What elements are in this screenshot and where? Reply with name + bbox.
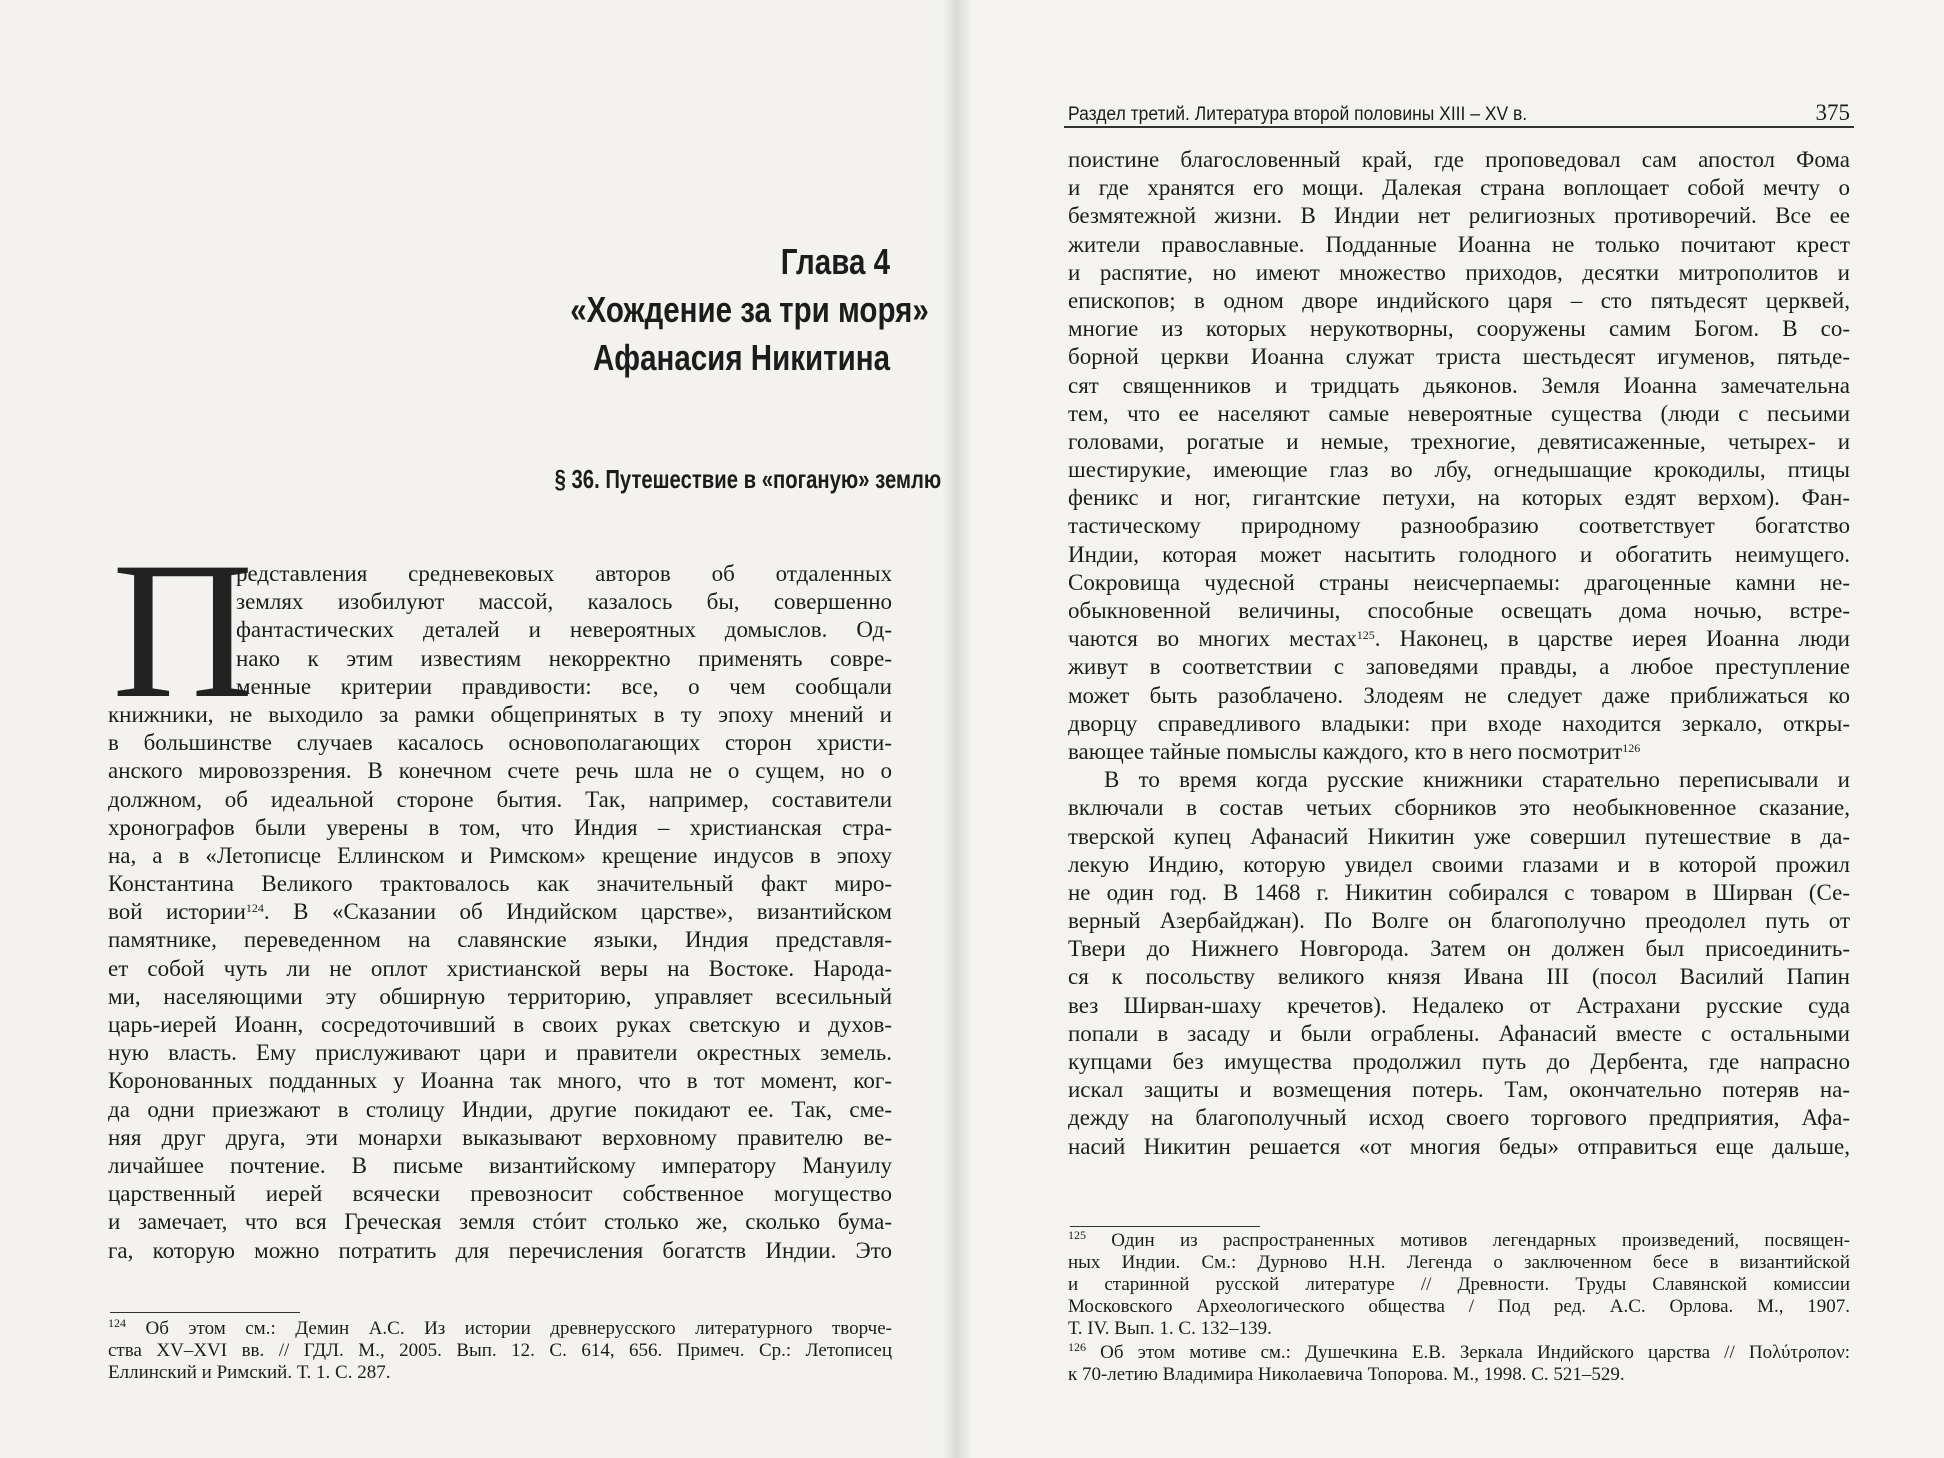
footnote-ref-124: 124 <box>245 901 264 916</box>
footnote-text: Один из распространенных мотивов легендарных произведений, посвящен- <box>1086 1230 1850 1251</box>
text-line: верный Азербайджан). По Волге он благополучно преодолел путь от <box>1068 908 1850 934</box>
text-line: многие из которых нерукотворны, сооружены самим Богом. В со- <box>1068 316 1850 342</box>
text-line: менные критерии правдивости: все, о чем сообщали <box>236 673 892 699</box>
text-line: и замечает, что вся Греческая земля стóит столько же, сколько бума- <box>108 1209 892 1235</box>
text-line: и где хранятся его мощи. Далекая страна воплощает собой мечту о <box>1068 175 1850 201</box>
text-line: Коронованных подданных у Иоанна так много, что в тот момент, ког- <box>108 1068 892 1094</box>
text-line: памятнике, переведенном на славянские языки, Индия представля- <box>108 927 892 953</box>
text-line: да одни приезжают в столицу Индии, другие покидают ее. Так, сме- <box>108 1096 892 1122</box>
footnote-number: 125 <box>1068 1228 1086 1242</box>
footnote-number: 124 <box>108 1316 126 1330</box>
text-segment: вающее тайные помыслы каждого, кто в него посмотрит <box>1068 738 1623 764</box>
text-line: на, а в «Летописце Еллинском и Римском» крещение индусов в эпоху <box>108 842 892 868</box>
text-line: царь-иерей Иоанн, сосредоточивший в своих руках светскую и духов- <box>108 1012 892 1037</box>
right-body-text <box>1068 146 1850 1161</box>
footnote-line: Московского Археологического общества / Под ред. А.С. Орлова. М., 1907. <box>1068 1296 1850 1317</box>
footnote-text: Об этом см.: Демин А.С. Из истории древнерусского литературного творче- <box>126 1318 892 1339</box>
text-line: искал защиты и возмещения потерь. Там, окончательно потеряв на- <box>1068 1077 1850 1103</box>
text-line: купцами без имущества продолжил путь до Дербента, где напрасно <box>1068 1049 1850 1074</box>
text-line: феникс и ног, гигантские петухи, на которых ездят верхом). Фан- <box>1068 485 1850 511</box>
chapter-title-line-1: «Хождение за три моря» <box>570 289 929 330</box>
text-segment: . В «Сказании об Индийском царстве», византийском <box>263 899 892 925</box>
chapter-heading <box>500 238 929 382</box>
text-line: хронографов были уверены в том, что Индия – христианская стра- <box>108 814 892 840</box>
text-line: сят священников и тридцать дьяконов. Земля Иоанна замечательна <box>1068 372 1850 398</box>
footnote-line: ных Индии. См.: Дурново Н.Н. Легенда о заключенном бесе в византийской <box>1068 1252 1850 1273</box>
text-line: и распятие, но имеют множество приходов, десятки митрополитов и <box>1068 259 1850 285</box>
book-gutter <box>942 0 972 1458</box>
text-line: ми, населяющими эту обширную территорию, управляет всесильный <box>108 983 892 1009</box>
text-line: дворцу справедливого владыки: при входе находится зеркало, откры- <box>1068 710 1850 736</box>
footnote-rule <box>110 1312 300 1313</box>
footnote-line <box>1068 1342 1850 1364</box>
footnote-ref-126: 126 <box>1622 740 1641 755</box>
footnote-line: ства XV–XVI вв. // ГДЛ. М., 2005. Вып. 12. С. 614, 656. Примеч. Ср.: Летописец <box>108 1340 892 1361</box>
text-line: жители православные. Подданные Иоанна не только почитают крест <box>1068 231 1850 257</box>
chapter-label: Глава 4 <box>780 241 890 282</box>
text-line: Константина Великого трактовалось как значительный факт миро- <box>108 871 892 897</box>
footnote-line: и старинной русской литературе // Древности. Труды Славянской комиссии <box>1068 1274 1850 1295</box>
text-line: тверской купец Афанасий Никитин уже совершил путешествие в да- <box>1068 823 1850 849</box>
text-line: ную власть. Ему прислуживают цари и правители окрестных земель. <box>108 1040 892 1066</box>
footnote-line: Т. IV. Вып. 1. С. 132–139. <box>1068 1318 1272 1339</box>
text-line: дежду на благополучный исход своего торгового предприятия, Афа- <box>1068 1105 1850 1131</box>
text-line: фантастических деталей и невероятных домыслов. Од- <box>236 617 892 643</box>
text-line: епископов; в одном дворе индийского царя – сто пятьдесят церквей, <box>1068 287 1850 313</box>
text-line: должном, об идеальной стороне бытия. Так, например, составители <box>108 786 892 812</box>
text-line: царственный иерей всячески превозносит собственное могущество <box>108 1181 892 1207</box>
text-line: включали в состав четьих сборников это необыкновенное сказание, <box>1068 795 1850 821</box>
text-line: анского мировоззрения. В конечном счете речь шла не о сущем, но о <box>108 758 892 784</box>
text-segment: чаются во многих местах <box>1068 626 1357 652</box>
text-line: в большинстве случаев касалось основополагающих сторон христи- <box>108 730 892 756</box>
footnote-number: 126 <box>1068 1340 1086 1354</box>
footnote-line <box>108 1318 892 1340</box>
chapter-title-line-2: Афанасия Никитина <box>592 337 890 378</box>
text-line: насий Никитин решается «от многия беды» отправиться еще дальше, <box>1068 1133 1850 1159</box>
text-line: может быть разоблачено. Злодеям не следует даже приближаться ко <box>1068 682 1850 708</box>
footnote-ref-125: 125 <box>1356 628 1375 643</box>
text-line: лекую Индию, которую увидел своими глазами и в которой прожил <box>1068 851 1850 877</box>
text-line: В то время когда русские книжники старательно переписывали и <box>1104 767 1850 793</box>
footnote-line: Еллинский и Римский. Т. 1. С. 287. <box>108 1362 391 1383</box>
text-line: ет собой чуть ли не оплот христианской веры на Востоке. Народа- <box>108 955 892 981</box>
text-line: Сокровища чудесной страны неисчерпаемы: драгоценные камни не- <box>1068 569 1850 595</box>
section-title: § 36. Путешествие в «поганую» землю <box>554 464 942 494</box>
text-line: Индии, которая может насытить голодного и обогатить неимущего. <box>1068 541 1850 567</box>
text-line: нако к этим известиям некорректно применять совре- <box>236 645 892 671</box>
text-line: Твери до Нижнего Новгорода. Затем он должен был присоединить- <box>1068 936 1850 962</box>
footnote-126 <box>1068 1342 1850 1386</box>
header-rule <box>1064 126 1854 128</box>
left-body-text <box>108 560 892 1265</box>
text-line: няя друг друга, эти монархи выказывают верховному правителю ве- <box>108 1124 892 1150</box>
text-line: попали в засаду и были ограблены. Афанасий вместе с остальными <box>1068 1020 1850 1046</box>
text-line: не один год. В 1468 г. Никитин собирался с товаром в Ширван (Се- <box>1068 879 1850 905</box>
running-head <box>1068 100 1850 126</box>
text-line: га, которую можно потратить для перечисления богатств Индии. Это <box>108 1237 892 1263</box>
text-segment: вой истории <box>108 899 246 925</box>
text-line: личайшее почтение. В письме византийскому императору Мануилу <box>108 1152 892 1178</box>
text-line: головами, рогатые и немые, трехногие, девятисаженные, четырех- и <box>1068 428 1850 454</box>
footnote-rule <box>1070 1226 1260 1227</box>
text-line: шестирукие, имеющие глаз во лбу, огнедышащие крокодилы, птицы <box>1068 457 1850 483</box>
drop-cap: П <box>112 522 254 739</box>
text-line: вез Ширван-шаху кречетов). Недалеко от Астрахани русские суда <box>1068 992 1850 1018</box>
footnote-124 <box>108 1318 892 1384</box>
page-number: 375 <box>1815 100 1850 125</box>
text-line: тем, что ее населяют самые невероятные существа (люди с песьими <box>1068 400 1850 426</box>
footnote-125 <box>1068 1230 1850 1340</box>
footnote-line <box>1068 1230 1850 1252</box>
text-line: книжники, не выходило за рамки общепринятых в ту эпоху мнений и <box>108 701 892 727</box>
text-segment: . Наконец, в царстве иерея Иоанна люди <box>1374 626 1850 652</box>
text-line: поистине благословенный край, где проповедовал сам апостол Фома <box>1068 147 1850 172</box>
text-line-with-footnote-ref <box>108 898 892 926</box>
text-line: ся к посольству великого князя Ивана III (посол Василий Папин <box>1068 964 1850 990</box>
footnote-line: к 70-летию Владимира Николаевича Топорова. М., 1998. С. 521–529. <box>1068 1364 1625 1385</box>
text-line: борной церкви Иоанна служат триста шестьдесят игуменов, пятьде- <box>1068 344 1850 370</box>
text-line: тастическому природному разнообразию соответствует богатство <box>1068 513 1850 539</box>
text-line: обыкновенной величины, способные освещать дома ночью, встре- <box>1068 598 1850 623</box>
text-line-with-footnote-ref <box>1068 738 1850 766</box>
text-line: редставления средневековых авторов об отдаленных <box>236 561 892 586</box>
footnote-text: Об этом мотиве см.: Душечкина Е.В. Зеркала Индийского царства // Πολύτροπον: <box>1086 1342 1850 1363</box>
text-line: землях изобилуют массой, казалось бы, совершенно <box>236 589 892 615</box>
running-head-title: Раздел третий. Литература второй половины XIII – XV в. <box>1068 104 1528 125</box>
text-line: безмятежной жизни. В Индии нет религиозных противоречий. Все ее <box>1068 203 1850 229</box>
text-line: живут в соответствии с заповедями правды, а любое преступление <box>1068 654 1850 680</box>
text-line-with-footnote-ref <box>1068 625 1850 653</box>
